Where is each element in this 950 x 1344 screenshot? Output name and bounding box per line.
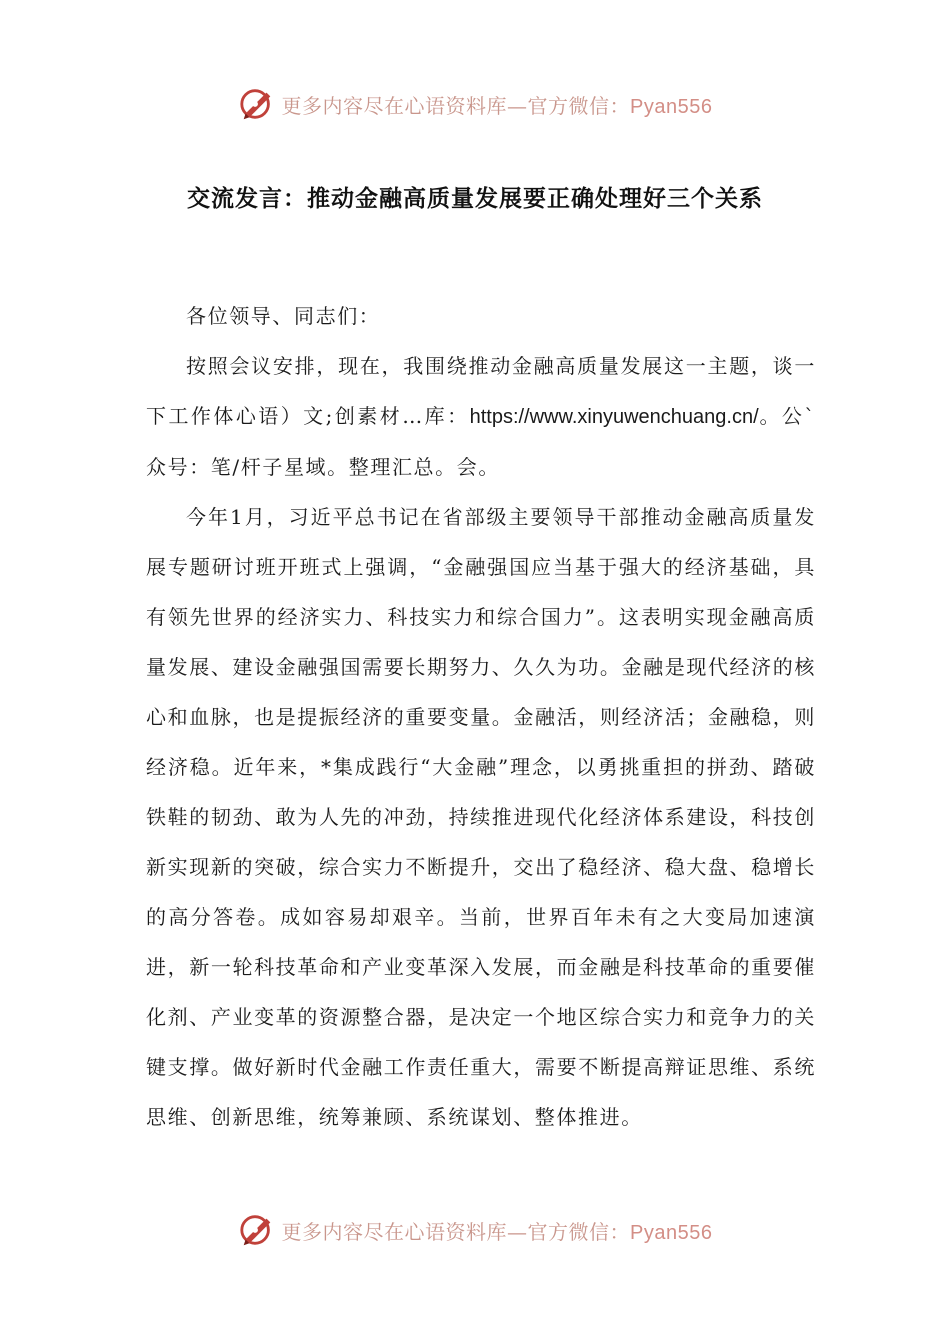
watermark-site-name: 更多内容尽在心语资料库 (281, 93, 508, 118)
paragraph-1-url: https://www.xinyuwenchuang.cn/ (469, 406, 759, 428)
watermark-text (282, 90, 713, 119)
document-body (146, 291, 816, 1142)
watermark-handle: Pyan556 (630, 95, 713, 118)
watermark-separator: — (507, 93, 528, 118)
pen-logo-icon (238, 1211, 276, 1249)
pen-logo-icon (238, 85, 276, 123)
watermark-label: 官方微信： (527, 1219, 631, 1244)
document-title: 交流发言：推动金融高质量发展要正确处理好三个关系 (187, 186, 763, 212)
salutation: 各位领导、同志们： (186, 304, 381, 328)
watermark-separator: — (507, 1219, 528, 1244)
paragraph-2: 今年1月，习近平总书记在省部级主要领导干部推动金融高质量发展专题研讨班开班式上强调，“金融强国应当基于强大的经济基础，具有领先世界的经济实力、科技实力和综合国力”。这表明实现金融高质量发展、建设金融强国需要长期努力、久久为功。金融是现代经济的核心和血脉，也是提振经济的重要变量。金融活，则经济活；金融稳，则经济稳。近年来，*集成践行“大金融”理念，以勇挑重担的拼劲、踏破铁鞋的韧劲、敢为人先的冲劲，持续推进现代化经济体系建设，科技创新实现新的突破，综合实力不断提升，交出了稳经济、稳大盘、稳增长的高分答卷。成如容易却艰辛。当前，世界百年未有之大变局加速演进，新一轮科技革命和产业变革深入发展，而金融是科技革命的重要催化剂、产业变革的资源整合器，是决定一个地区综合实力和竞争力的关键支撑。做好新时代金融工作责任重大，需要不断提高辩证思维、系统思维、创新思维，统筹兼顾、系统谋划、整体推进。 (146, 505, 816, 1129)
paragraph-1 (146, 341, 816, 492)
paragraph-1-text-end: 。公`众号：笔/杆子星域。整理汇总。会。 (146, 404, 816, 479)
watermark-banner-top (0, 82, 950, 126)
paragraph-1-text: 按照会议安排，现在，我围绕推动金融高质量发展这一主题，谈一下工作体心语）文;创素材…库： (146, 354, 816, 428)
watermark-label: 官方微信： (527, 93, 631, 118)
watermark-site-name: 更多内容尽在心语资料库 (281, 1219, 508, 1244)
watermark-handle: Pyan556 (630, 1221, 713, 1244)
watermark-text (282, 1216, 713, 1245)
watermark-banner-bottom (0, 1208, 950, 1252)
